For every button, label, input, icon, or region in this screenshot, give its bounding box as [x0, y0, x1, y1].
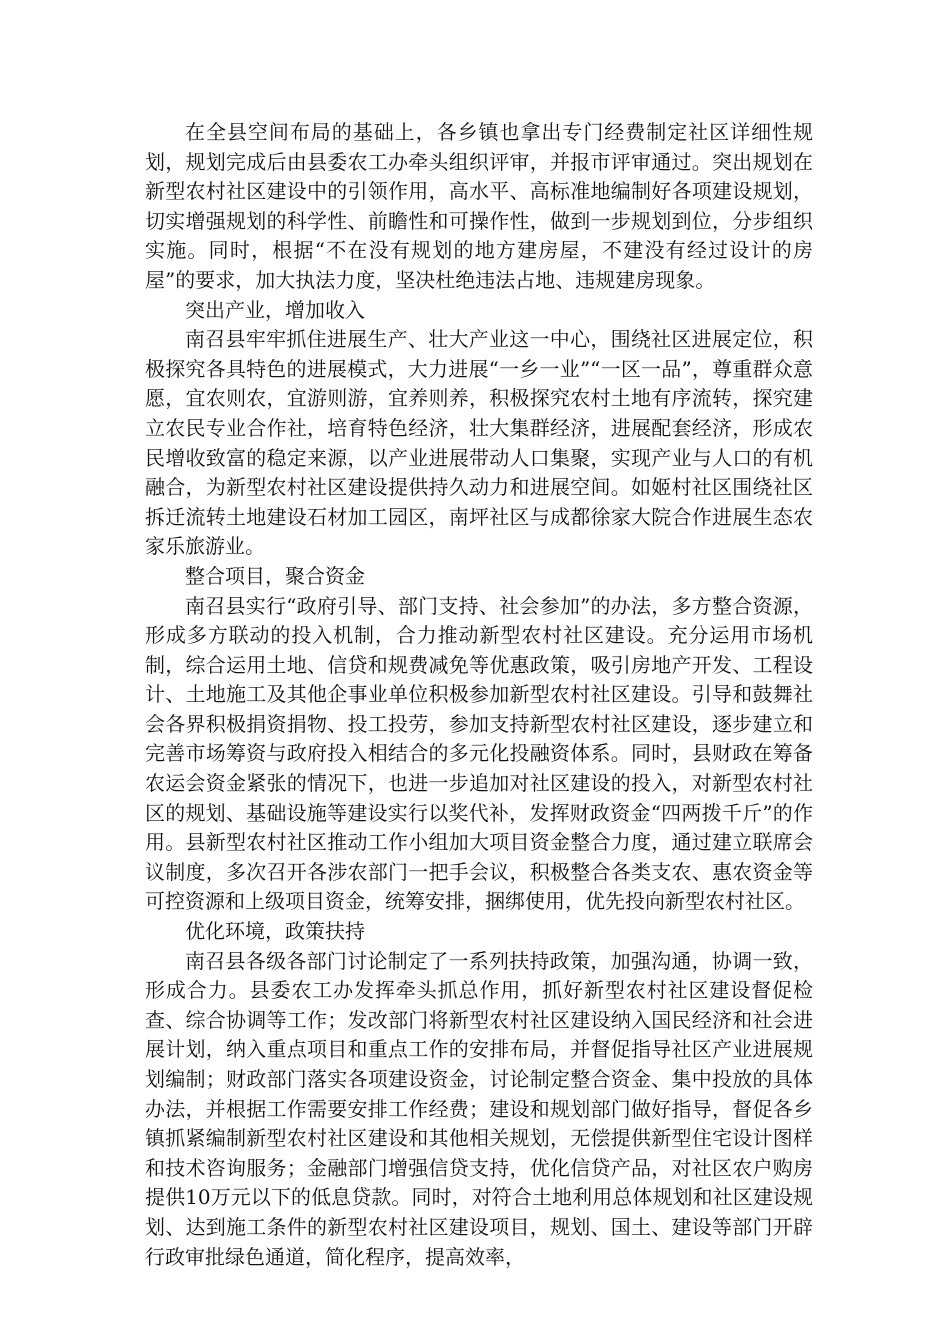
document-page — [145, 118, 813, 1272]
paragraph-spatial-planning: 在全县空间布局的基础上，各乡镇也拿出专门经费制定社区详细性规划，规划完成后由县委农工办牵头组织评审，并报市评审通过。突出规划在新型农村社区建设中的引领作用，高水平、高标准地编制好各项建设规划，切实增强规划的科学性、前瞻性和可操作性，做到一步规划到位，分步组织实施。同时，根据“不在没有规划的地方建房屋，不建没有经过设计的房屋”的要求，加大执法力度，坚决杜绝违法占地、违规建房现象。 — [145, 120, 813, 292]
paragraph-policy: 南召县各级各部门讨论制定了一系列扶持政策，加强沟通，协调一致，形成合力。县委农工办发挥牵头抓总作用，抓好新型农村社区建设督促检查、综合协调等工作；发改部门将新型农村社区建设纳入国民经济和社会进展计划，纳入重点项目和重点工作的安排布局，并督促指导社区产业进展规划编制；财政部门落实各项建设资金，讨论制定整合资金、集中投放的具体办法，并根据工作需要安排工作经费；建设和规划部门做好指导，督促各乡镇抓紧编制新型农村社区建设和其他相关规划，无偿提供新型住宅设计图样和技术咨询服务；金融部门增强信贷支持，优化信贷产品，对社区农户购房提供10万元以下的低息贷款。同时，对符合土地利用总体规划和社区建设规划、达到施工条件的新型农村社区建设项目，规划、国土、建设等部门开辟行政审批绿色通道，简化程序，提高效率， — [145, 948, 813, 1269]
section-heading-industry: 突出产业，增加收入 — [185, 297, 365, 322]
section-heading-funding: 整合项目，聚合资金 — [185, 563, 365, 588]
section-heading-policy: 优化环境，政策扶持 — [185, 919, 365, 944]
paragraph-funding: 南召县实行“政府引导、部门支持、社会参加”的办法，多方整合资源，形成多方联动的投入机制，合力推动新型农村社区建设。充分运用市场机制，综合运用土地、信贷和规费减免等优惠政策，吸引房地产开发、工程设计、土地施工及其他企事业单位积极参加新型农村社区建设。引导和鼓舞社会各界积极捐资捐物、投工投劳，参加支持新型农村社区建设，逐步建立和完善市场筹资与政府投入相结合的多元化投融资体系。同时，县财政在筹备农运会资金紧张的情况下，也进一步追加对社区建设的投入，对新型农村社区的规划、基础设施等建设实行以奖代补，发挥财政资金“四两拨千斤”的作用。县新型农村社区推动工作小组加大项目资金整合力度，通过建立联席会议制度，多次召开各涉农部门一把手会议，积极整合各类支农、惠农资金等可控资源和上级项目资金，统筹安排，捆绑使用，优先投向新型农村社区。 — [145, 593, 813, 914]
paragraph-industry: 南召县牢牢抓住进展生产、壮大产业这一中心，围绕社区进展定位，积极探究各具特色的进展模式，大力进展“一乡一业”“一区一品”，尊重群众意愿，宜农则农，宜游则游，宜养则养，积极探究农村土地有序流转，探究建立农民专业合作社，培育特色经济，壮大集群经济，进展配套经济，形成农民增收致富的稳定来源，以产业进展带动人口集聚，实现产业与人口的有机融合，为新型农村社区建设提供持久动力和进展空间。如姬村社区围绕社区拆迁流转土地建设石材加工园区，南坪社区与成都徐家大院合作进展生态农家乐旅游业。 — [145, 327, 813, 559]
